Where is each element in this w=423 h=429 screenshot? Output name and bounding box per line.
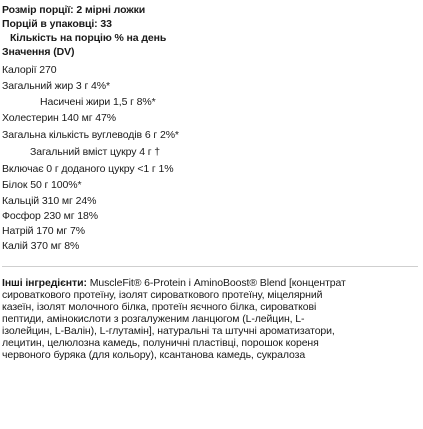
ingredients-line-1-rest: MuscleFit® 6-Protein і AminoBoost® Blend [концентрат — [89, 277, 346, 289]
nutrient-added-sugars: Включає 0 г доданого цукру <1 г 1% — [2, 163, 174, 175]
nutrient-calcium: Кальцій 310 мг 24% — [2, 195, 97, 207]
ingredients-block — [2, 277, 418, 361]
ingredients-line-4: пептиди, амінокислоти з розгалуженим ланцюгом (L-лейцин, L- — [2, 313, 305, 325]
nutrient-potassium: Калій 370 мг 8% — [2, 240, 80, 252]
section-divider — [2, 266, 418, 267]
header-daily-value: Значення (DV) — [2, 46, 75, 58]
nutrient-total-fat: Загальний жир 3 г 4%* — [2, 80, 110, 92]
nutrient-calories: Калорії 270 — [2, 64, 57, 76]
nutrient-total-sugars: Загальний вміст цукру 4 г † — [30, 146, 161, 158]
ingredients-line-3: казеїн, ізолят молочного білка, протеїн яєчного білка, сироваткові — [2, 301, 317, 313]
nutrient-sodium: Натрій 170 мг 7% — [2, 225, 85, 237]
ingredients-line-5: ізолейцин, L-Валін), L-глутамін], натуральні та штучні ароматизатори, — [2, 325, 335, 337]
nutrient-phosphorus: Фосфор 230 мг 18% — [2, 210, 99, 222]
ingredients-line-2: сироваткового протеїну, ізолят сироваткового протеїну, міцелярний — [2, 289, 323, 301]
ingredients-line-1 — [2, 277, 418, 289]
ingredients-heading: Інші інгредієнти: — [2, 277, 87, 289]
nutrient-protein: Білок 50 г 100%* — [2, 179, 82, 191]
ingredients-line-7: червоного буряка (для кольору), ксантанова камедь, сукралоза — [2, 349, 306, 361]
servings-per-container: Порцій в упаковці: 33 — [2, 18, 112, 30]
nutrient-saturated-fat: Насичені жири 1,5 г 8%* — [40, 96, 156, 108]
ingredients-line-6: лецитин, целюлозна камедь, полуничні пластівці, порошок кореня — [2, 337, 319, 349]
serving-size: Розмір порції: 2 мірні ложки — [2, 4, 146, 16]
nutrient-cholesterol: Холестерин 140 мг 47% — [2, 112, 116, 124]
header-amount-per-serving: Кількість на порцію % на день — [10, 32, 167, 44]
nutrient-total-carbohydrates: Загальна кількість вуглеводів 6 г 2%* — [2, 129, 179, 141]
